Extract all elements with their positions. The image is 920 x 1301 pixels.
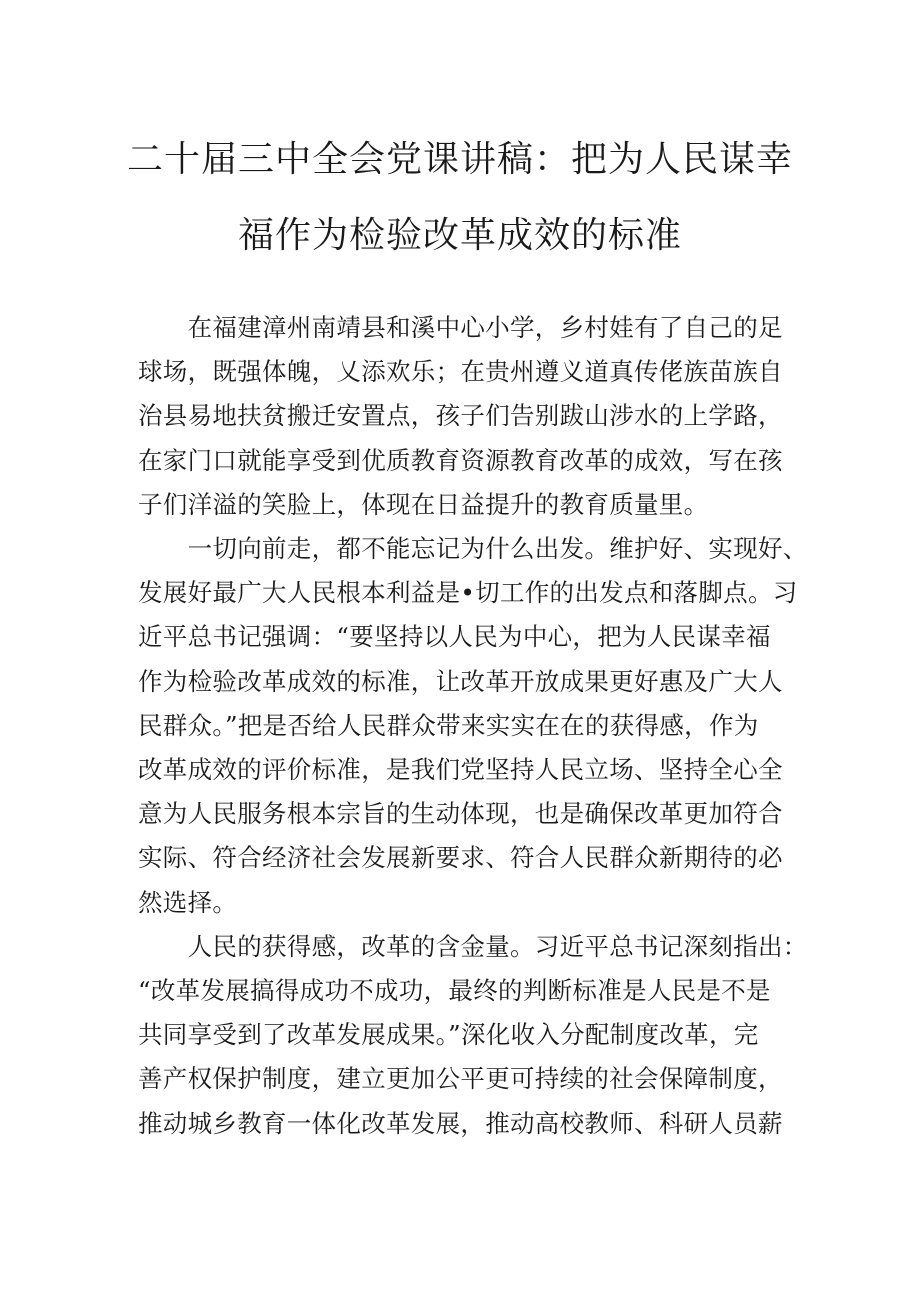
body-line: “改革发展搞得成功不成功，最终的判断标准是人民是不是 (138, 976, 771, 1005)
body-line: 民群众。”把是否给人民群众带来实实在在的获得感，作为 (138, 710, 759, 740)
document-title-line-2: 福作为检验改革成效的标准 (237, 215, 682, 256)
body-line: 在家门口就能享受到优质教育资源教育改革的成效，写在孩 (138, 445, 783, 475)
body-line: 近平总书记强调：“要坚持以人民为中心，把为人民谋幸福 (138, 622, 771, 652)
body-line: 意为人民服务根本宗旨的生动体现，也是确保改革更加符合 (138, 799, 783, 829)
body-line: 治县易地扶贫搬迁安置点，孩子们告别跋山涉水的上学路， (138, 401, 783, 431)
body-line: 实际、符合经济社会发展新要求、符合人民群众新期待的必 (138, 843, 783, 873)
body-line: 子们洋溢的笑脸上，体现在日益提升的教育质量里。 (138, 489, 709, 519)
body-line: 善产权保护制度，建立更加公平更可持续的社会保障制度， (138, 1064, 783, 1094)
body-line: 改革成效的评价标准，是我们党坚持人民立场、坚持全心全 (138, 755, 783, 784)
body-line: 人民的获得感，改革的含金量。习近平总书记深刻指出： (138, 931, 808, 961)
body-line: 一切向前走，都不能忘记为什么出发。维护好、实现好、 (138, 534, 808, 563)
body-line: 推动城乡教育一体化改革发展，推动高校教师、科研人员薪 (138, 1108, 783, 1138)
body-line: 作为检验改革成效的标准，让改革开放成果更好惠及广大人 (138, 666, 783, 696)
body-line: 共同享受到了改革发展成果。”深化收入分配制度改革，完 (138, 1020, 759, 1050)
body-line: 在福建漳州南靖县和溪中心小学，乡村娃有了自己的足 (138, 313, 783, 342)
body-line: 然选择。 (138, 887, 238, 917)
document-title-line-1: 二十届三中全会党课讲稿：把为人民谋幸 (126, 139, 793, 180)
body-line: 发展好最广大人民根本利益是•切工作的出发点和落脚点。习 (138, 578, 798, 608)
body-line: 球场，既强体魄，乂添欢乐；在贵州遵义道真传佬族苗族自 (138, 357, 783, 387)
